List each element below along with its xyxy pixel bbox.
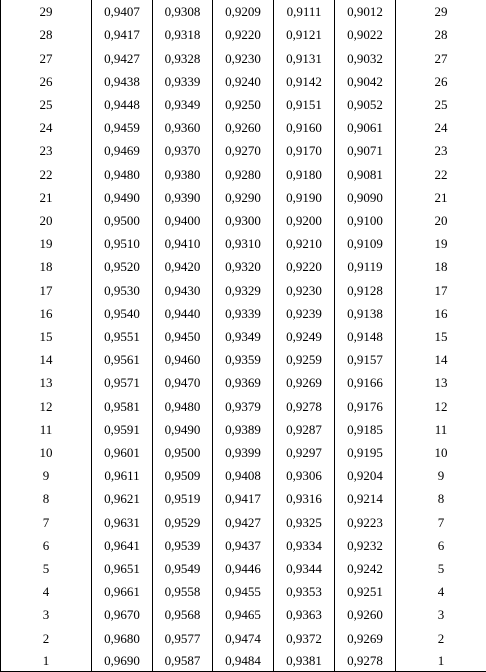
- row-index-left: 19: [1, 232, 92, 255]
- value-col-2: 0,9339: [153, 70, 213, 93]
- row-index-right: 17: [396, 278, 486, 301]
- value-col-3: 0,9484: [213, 650, 274, 672]
- value-col-2: 0,9500: [153, 441, 213, 464]
- value-col-5: 0,9138: [335, 302, 396, 325]
- value-col-1: 0,9540: [92, 302, 153, 325]
- row-index-left: 7: [1, 510, 92, 533]
- value-col-5: 0,9061: [335, 116, 396, 139]
- value-col-3: 0,9339: [213, 302, 274, 325]
- value-col-3: 0,9320: [213, 255, 274, 278]
- value-col-4: 0,9239: [274, 302, 335, 325]
- value-col-5: 0,9052: [335, 93, 396, 116]
- value-col-5: 0,9278: [335, 650, 396, 672]
- value-col-1: 0,9490: [92, 186, 153, 209]
- value-col-2: 0,9519: [153, 487, 213, 510]
- row-index-right: 16: [396, 302, 486, 325]
- table-row: [1, 93, 486, 116]
- row-index-right: 8: [396, 487, 486, 510]
- value-col-4: 0,9160: [274, 116, 335, 139]
- table-row: [1, 348, 486, 371]
- value-col-5: 0,9185: [335, 418, 396, 441]
- row-index-right: 29: [396, 0, 486, 23]
- row-index-left: 15: [1, 325, 92, 348]
- value-col-3: 0,9250: [213, 93, 274, 116]
- value-col-1: 0,9510: [92, 232, 153, 255]
- row-index-right: 28: [396, 23, 486, 46]
- value-col-2: 0,9568: [153, 603, 213, 626]
- row-index-left: 14: [1, 348, 92, 371]
- row-index-left: 21: [1, 186, 92, 209]
- table-row: [1, 534, 486, 557]
- value-col-5: 0,9242: [335, 557, 396, 580]
- row-index-right: 5: [396, 557, 486, 580]
- value-col-4: 0,9111: [274, 0, 335, 23]
- table-row: [1, 162, 486, 185]
- table-row: [1, 603, 486, 626]
- value-col-1: 0,9571: [92, 371, 153, 394]
- value-col-3: 0,9399: [213, 441, 274, 464]
- value-col-4: 0,9344: [274, 557, 335, 580]
- row-index-right: 7: [396, 510, 486, 533]
- table-row: [1, 70, 486, 93]
- value-col-3: 0,9329: [213, 278, 274, 301]
- value-col-2: 0,9539: [153, 534, 213, 557]
- table-row: [1, 278, 486, 301]
- row-index-left: 18: [1, 255, 92, 278]
- value-col-4: 0,9287: [274, 418, 335, 441]
- table-row: [1, 464, 486, 487]
- value-col-4: 0,9269: [274, 371, 335, 394]
- value-col-4: 0,9353: [274, 580, 335, 603]
- table-row: [1, 580, 486, 603]
- table-row: [1, 302, 486, 325]
- value-col-4: 0,9259: [274, 348, 335, 371]
- value-col-1: 0,9459: [92, 116, 153, 139]
- value-col-1: 0,9661: [92, 580, 153, 603]
- value-col-3: 0,9240: [213, 70, 274, 93]
- table-row: [1, 441, 486, 464]
- value-col-2: 0,9390: [153, 186, 213, 209]
- value-col-3: 0,9310: [213, 232, 274, 255]
- value-col-1: 0,9561: [92, 348, 153, 371]
- value-col-4: 0,9363: [274, 603, 335, 626]
- row-index-right: 22: [396, 162, 486, 185]
- table-row: [1, 650, 486, 672]
- value-col-5: 0,9223: [335, 510, 396, 533]
- table-row: [1, 232, 486, 255]
- value-col-1: 0,9469: [92, 139, 153, 162]
- value-col-4: 0,9131: [274, 46, 335, 69]
- value-col-2: 0,9440: [153, 302, 213, 325]
- value-col-3: 0,9260: [213, 116, 274, 139]
- value-col-3: 0,9379: [213, 394, 274, 417]
- value-col-4: 0,9316: [274, 487, 335, 510]
- value-col-5: 0,9269: [335, 626, 396, 649]
- row-index-right: 25: [396, 93, 486, 116]
- value-col-2: 0,9490: [153, 418, 213, 441]
- value-col-5: 0,9090: [335, 186, 396, 209]
- value-col-1: 0,9611: [92, 464, 153, 487]
- row-index-left: 5: [1, 557, 92, 580]
- value-col-3: 0,9209: [213, 0, 274, 23]
- value-col-5: 0,9204: [335, 464, 396, 487]
- row-index-right: 4: [396, 580, 486, 603]
- row-index-left: 29: [1, 0, 92, 23]
- value-col-3: 0,9408: [213, 464, 274, 487]
- value-col-1: 0,9621: [92, 487, 153, 510]
- table-row: [1, 23, 486, 46]
- table-row: [1, 371, 486, 394]
- row-index-right: 19: [396, 232, 486, 255]
- value-col-2: 0,9509: [153, 464, 213, 487]
- value-col-4: 0,9278: [274, 394, 335, 417]
- value-col-2: 0,9470: [153, 371, 213, 394]
- value-col-1: 0,9448: [92, 93, 153, 116]
- row-index-right: 18: [396, 255, 486, 278]
- value-col-1: 0,9407: [92, 0, 153, 23]
- value-col-1: 0,9641: [92, 534, 153, 557]
- value-col-3: 0,9389: [213, 418, 274, 441]
- row-index-left: 12: [1, 394, 92, 417]
- value-col-2: 0,9308: [153, 0, 213, 23]
- value-col-1: 0,9680: [92, 626, 153, 649]
- value-col-3: 0,9230: [213, 46, 274, 69]
- table-row: [1, 557, 486, 580]
- value-col-4: 0,9210: [274, 232, 335, 255]
- value-col-5: 0,9176: [335, 394, 396, 417]
- value-col-3: 0,9474: [213, 626, 274, 649]
- row-index-right: 10: [396, 441, 486, 464]
- row-index-right: 26: [396, 70, 486, 93]
- value-col-5: 0,9232: [335, 534, 396, 557]
- value-col-5: 0,9081: [335, 162, 396, 185]
- row-index-left: 25: [1, 93, 92, 116]
- row-index-left: 10: [1, 441, 92, 464]
- row-index-left: 11: [1, 418, 92, 441]
- value-col-5: 0,9128: [335, 278, 396, 301]
- row-index-left: 20: [1, 209, 92, 232]
- row-index-right: 23: [396, 139, 486, 162]
- value-col-1: 0,9651: [92, 557, 153, 580]
- value-col-5: 0,9214: [335, 487, 396, 510]
- row-index-left: 24: [1, 116, 92, 139]
- row-index-left: 2: [1, 626, 92, 649]
- row-index-right: 9: [396, 464, 486, 487]
- value-col-3: 0,9270: [213, 139, 274, 162]
- value-col-1: 0,9631: [92, 510, 153, 533]
- row-index-right: 1: [396, 650, 486, 672]
- table-row: [1, 139, 486, 162]
- value-col-5: 0,9042: [335, 70, 396, 93]
- table-row: [1, 46, 486, 69]
- row-index-right: 24: [396, 116, 486, 139]
- value-col-4: 0,9121: [274, 23, 335, 46]
- value-col-5: 0,9022: [335, 23, 396, 46]
- value-col-5: 0,9157: [335, 348, 396, 371]
- value-col-2: 0,9529: [153, 510, 213, 533]
- value-col-4: 0,9190: [274, 186, 335, 209]
- value-col-5: 0,9166: [335, 371, 396, 394]
- row-index-left: 27: [1, 46, 92, 69]
- table-row: [1, 325, 486, 348]
- value-col-4: 0,9306: [274, 464, 335, 487]
- value-col-5: 0,9100: [335, 209, 396, 232]
- value-col-3: 0,9280: [213, 162, 274, 185]
- value-col-4: 0,9200: [274, 209, 335, 232]
- value-col-4: 0,9297: [274, 441, 335, 464]
- value-col-2: 0,9380: [153, 162, 213, 185]
- value-col-4: 0,9372: [274, 626, 335, 649]
- table-row: [1, 394, 486, 417]
- row-index-right: 11: [396, 418, 486, 441]
- value-col-3: 0,9417: [213, 487, 274, 510]
- value-col-1: 0,9581: [92, 394, 153, 417]
- value-col-1: 0,9520: [92, 255, 153, 278]
- value-col-4: 0,9142: [274, 70, 335, 93]
- value-col-5: 0,9119: [335, 255, 396, 278]
- row-index-right: 6: [396, 534, 486, 557]
- value-col-3: 0,9427: [213, 510, 274, 533]
- value-col-1: 0,9417: [92, 23, 153, 46]
- table-row: [1, 626, 486, 649]
- value-col-1: 0,9670: [92, 603, 153, 626]
- value-col-5: 0,9148: [335, 325, 396, 348]
- value-col-2: 0,9430: [153, 278, 213, 301]
- value-col-1: 0,9601: [92, 441, 153, 464]
- value-col-2: 0,9587: [153, 650, 213, 672]
- row-index-right: 15: [396, 325, 486, 348]
- row-index-right: 12: [396, 394, 486, 417]
- row-index-right: 13: [396, 371, 486, 394]
- value-col-1: 0,9500: [92, 209, 153, 232]
- value-col-2: 0,9450: [153, 325, 213, 348]
- value-col-2: 0,9318: [153, 23, 213, 46]
- row-index-left: 6: [1, 534, 92, 557]
- value-col-4: 0,9325: [274, 510, 335, 533]
- value-col-2: 0,9328: [153, 46, 213, 69]
- row-index-left: 13: [1, 371, 92, 394]
- row-index-left: 17: [1, 278, 92, 301]
- value-col-4: 0,9151: [274, 93, 335, 116]
- row-index-left: 22: [1, 162, 92, 185]
- row-index-left: 26: [1, 70, 92, 93]
- value-col-2: 0,9370: [153, 139, 213, 162]
- value-col-3: 0,9300: [213, 209, 274, 232]
- value-col-2: 0,9480: [153, 394, 213, 417]
- row-index-left: 4: [1, 580, 92, 603]
- row-index-right: 2: [396, 626, 486, 649]
- row-index-left: 9: [1, 464, 92, 487]
- row-index-left: 8: [1, 487, 92, 510]
- value-col-5: 0,9032: [335, 46, 396, 69]
- value-col-2: 0,9460: [153, 348, 213, 371]
- row-index-left: 16: [1, 302, 92, 325]
- row-index-left: 23: [1, 139, 92, 162]
- value-col-1: 0,9427: [92, 46, 153, 69]
- value-col-4: 0,9230: [274, 278, 335, 301]
- value-col-3: 0,9455: [213, 580, 274, 603]
- value-col-2: 0,9549: [153, 557, 213, 580]
- row-index-left: 3: [1, 603, 92, 626]
- table-row: [1, 186, 486, 209]
- value-col-4: 0,9220: [274, 255, 335, 278]
- value-col-4: 0,9249: [274, 325, 335, 348]
- value-col-5: 0,9109: [335, 232, 396, 255]
- value-col-5: 0,9260: [335, 603, 396, 626]
- row-index-right: 14: [396, 348, 486, 371]
- value-col-4: 0,9381: [274, 650, 335, 672]
- value-col-3: 0,9220: [213, 23, 274, 46]
- value-col-2: 0,9400: [153, 209, 213, 232]
- table-row: [1, 487, 486, 510]
- value-col-2: 0,9360: [153, 116, 213, 139]
- value-col-1: 0,9438: [92, 70, 153, 93]
- value-col-3: 0,9290: [213, 186, 274, 209]
- value-col-1: 0,9591: [92, 418, 153, 441]
- row-index-right: 27: [396, 46, 486, 69]
- value-col-2: 0,9420: [153, 255, 213, 278]
- value-col-1: 0,9551: [92, 325, 153, 348]
- table-row: [1, 116, 486, 139]
- value-col-2: 0,9410: [153, 232, 213, 255]
- value-col-2: 0,9558: [153, 580, 213, 603]
- table-row: [1, 418, 486, 441]
- table-row: [1, 510, 486, 533]
- row-index-left: 1: [1, 650, 92, 672]
- value-col-5: 0,9195: [335, 441, 396, 464]
- value-col-1: 0,9530: [92, 278, 153, 301]
- value-col-3: 0,9465: [213, 603, 274, 626]
- value-col-1: 0,9480: [92, 162, 153, 185]
- row-index-left: 28: [1, 23, 92, 46]
- value-col-4: 0,9334: [274, 534, 335, 557]
- value-col-3: 0,9359: [213, 348, 274, 371]
- value-col-3: 0,9369: [213, 371, 274, 394]
- row-index-right: 21: [396, 186, 486, 209]
- value-col-3: 0,9446: [213, 557, 274, 580]
- value-col-5: 0,9012: [335, 0, 396, 23]
- value-col-2: 0,9349: [153, 93, 213, 116]
- value-col-4: 0,9170: [274, 139, 335, 162]
- table-row: [1, 255, 486, 278]
- table-row: [1, 209, 486, 232]
- value-col-5: 0,9251: [335, 580, 396, 603]
- table-row: [1, 0, 486, 23]
- value-col-3: 0,9437: [213, 534, 274, 557]
- value-col-3: 0,9349: [213, 325, 274, 348]
- value-col-4: 0,9180: [274, 162, 335, 185]
- row-index-right: 3: [396, 603, 486, 626]
- value-col-2: 0,9577: [153, 626, 213, 649]
- row-index-right: 20: [396, 209, 486, 232]
- value-col-1: 0,9690: [92, 650, 153, 672]
- table-body: [1, 0, 486, 672]
- value-col-5: 0,9071: [335, 139, 396, 162]
